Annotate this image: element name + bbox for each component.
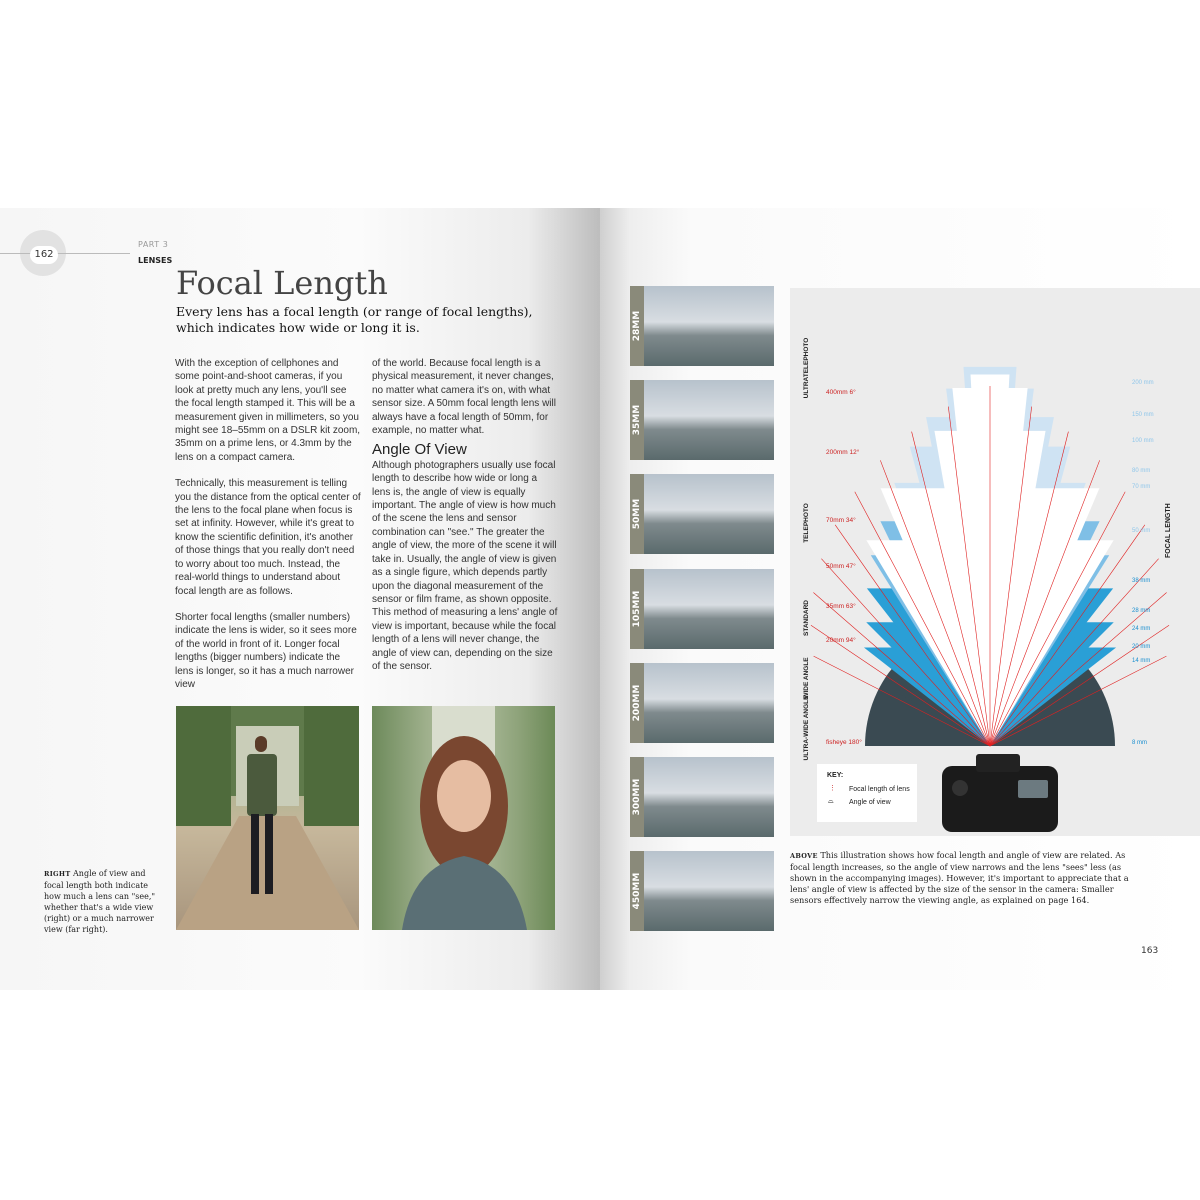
section-label: LENSES (138, 256, 173, 265)
right-caption (790, 850, 1142, 906)
strip-105mm (630, 569, 774, 649)
paragraph: Although photographers usually use focal length to describe how wide or long a lens is, the angle of view is equally important. The angle of view is how much of the scene the lens and sensor combination can "see." The greater the angle of view, the more of the scene it will take in. Usually, the angle of view is given as a single figure, which depends partly upon the diagonal measurement of the sensor or film frame, as shown opposite. This method of measuring a lens' angle of view is important, because while the focal length of a lens will never change, the angle of view can, depending on the size of the sensor. (372, 459, 558, 672)
strip-label: 50MM (632, 498, 642, 530)
strip-450mm (630, 851, 774, 931)
book-spread (0, 208, 1200, 990)
left-page (0, 208, 600, 990)
city-photo (644, 757, 774, 837)
left-caption (44, 868, 156, 935)
photo-narrow-view (372, 706, 555, 930)
focal-scale-label: 100 mm (1132, 438, 1154, 444)
city-photo (644, 569, 774, 649)
page-title: Focal Length (176, 264, 388, 302)
body-column-2 (372, 357, 558, 686)
city-photo (644, 286, 774, 366)
key-angle: Angle of view (849, 799, 891, 806)
strip-300mm (630, 757, 774, 837)
dotted-line-icon: ⋮ (829, 785, 836, 792)
focal-scale-label: 28 mm (1132, 608, 1151, 614)
focal-scale-label: 38 mm (1132, 578, 1151, 584)
focal-scale-label: 20 mm (1132, 644, 1151, 650)
angle-fan (811, 367, 1169, 746)
category-label: TELEPHOTO (803, 503, 810, 543)
city-photo (644, 663, 774, 743)
lens-label: 200mm 12° (826, 449, 860, 456)
caption-tag: ABOVE (790, 852, 818, 860)
category-label: WIDE ANGLE (803, 657, 810, 699)
strip-200mm (630, 663, 774, 743)
strip-50mm (630, 474, 774, 554)
focal-scale-label: 200 mm (1132, 380, 1154, 386)
arc-icon: ⌓ (828, 798, 834, 805)
lead-paragraph: Every lens has a focal length (or range of focal lengths), which indicates how wide or long it is. (176, 304, 533, 335)
strip-label: 300MM (632, 778, 642, 816)
lens-labels (826, 388, 862, 746)
strip-label: 200MM (632, 684, 642, 722)
category-labels (803, 338, 810, 761)
caption-text: Angle of view and focal length both indicate how much a lens can "see," whether that's a wide view (right) or a much narrower view (far right). (44, 869, 156, 934)
city-photo (644, 380, 774, 460)
lens-label: 35mm 63° (826, 603, 856, 610)
paragraph: Technically, this measurement is telling you the distance from the optical center of the lens to the focal plane when focus is set at infinity. However, while it's great to know the scientific definition, it's another of those things that you really don't need to worry about too much. Instead, the real-world things to understand about focal length are as follows. (175, 478, 361, 597)
page-number: 162 (30, 246, 58, 264)
strip-label: 35MM (632, 404, 642, 436)
diagram-key (817, 764, 917, 822)
focal-scale-label: 150 mm (1132, 412, 1154, 418)
category-label: STANDARD (803, 600, 810, 636)
paragraph: of the world. Because focal length is a physical measurement, it never changes, no matter what camera it's on, with what sensor size. A 50mm focal length lens will always have a focal length of 50mm, for example, no matter what. (372, 358, 556, 437)
caption-tag: RIGHT (44, 870, 71, 878)
lens-label: 70mm 34° (826, 517, 856, 524)
page-number: 163 (1141, 946, 1159, 956)
focal-scale-labels (1132, 380, 1154, 746)
key-title: KEY: (827, 772, 844, 779)
city-photo (644, 474, 774, 554)
strip-28mm (630, 286, 774, 366)
category-label: ULTRA-WIDE ANGLE (803, 695, 810, 761)
focal-scale-label: 24 mm (1132, 626, 1151, 632)
key-focal: Focal length of lens (849, 786, 910, 793)
focal-scale-label: 50 mm (1132, 528, 1151, 534)
category-label: ULTRATELEPHOTO (803, 337, 810, 399)
focal-scale-label: 70 mm (1132, 484, 1151, 490)
lens-label: 50mm 47° (826, 563, 856, 570)
lens-label: fisheye 180° (826, 739, 862, 746)
city-photo (644, 851, 774, 931)
focal-scale-label: 8 mm (1132, 740, 1147, 746)
paragraph: Shorter focal lengths (smaller numbers) indicate the lens is wider, so it sees more of the world in front of it. Longer focal lengths (bigger numbers) indicate the lens is longer, so it has a much narrower view (175, 611, 357, 690)
subheading: Angle Of View (372, 441, 467, 459)
strip-label: 450MM (632, 872, 642, 910)
lens-label: 400mm 6° (826, 389, 856, 396)
camera-image (942, 754, 1058, 832)
tab-rule (0, 253, 130, 254)
focal-length-diagram (790, 288, 1200, 836)
lens-label: 20mm 94° (826, 637, 856, 644)
focal-scale-label: 14 mm (1132, 658, 1151, 664)
strip-label: 105MM (632, 590, 642, 628)
strip-label: 28MM (632, 310, 642, 342)
paragraph: With the exception of cellphones and some point-and-shoot cameras, if you look at pretty much any lens, you'll see the focal length stamped it. This will be a measurement given in millimeters, so you might see 18–55mm on a DSLR kit zoom, 35mm on a prime lens, or 4.3mm by the lens on a compact camera. (175, 358, 361, 463)
body-column-1 (175, 357, 361, 704)
axis-label: FOCAL LENGTH (1165, 503, 1172, 558)
caption-text: This illustration shows how focal length and angle of view are related. As focal length increases, so the angle of view narrows and the lens "sees" less (as shown in the accompanying images). However, it's important to appreciate that a lens' angle of view is affected by the size of the sensor in the camera: Smaller sensors effectively narrow the viewing angle, as explained on page 164. (790, 850, 1129, 905)
strip-35mm (630, 380, 774, 460)
part-label: PART 3 (138, 240, 169, 249)
focal-scale-label: 80 mm (1132, 468, 1151, 474)
photo-wide-view (176, 706, 359, 930)
